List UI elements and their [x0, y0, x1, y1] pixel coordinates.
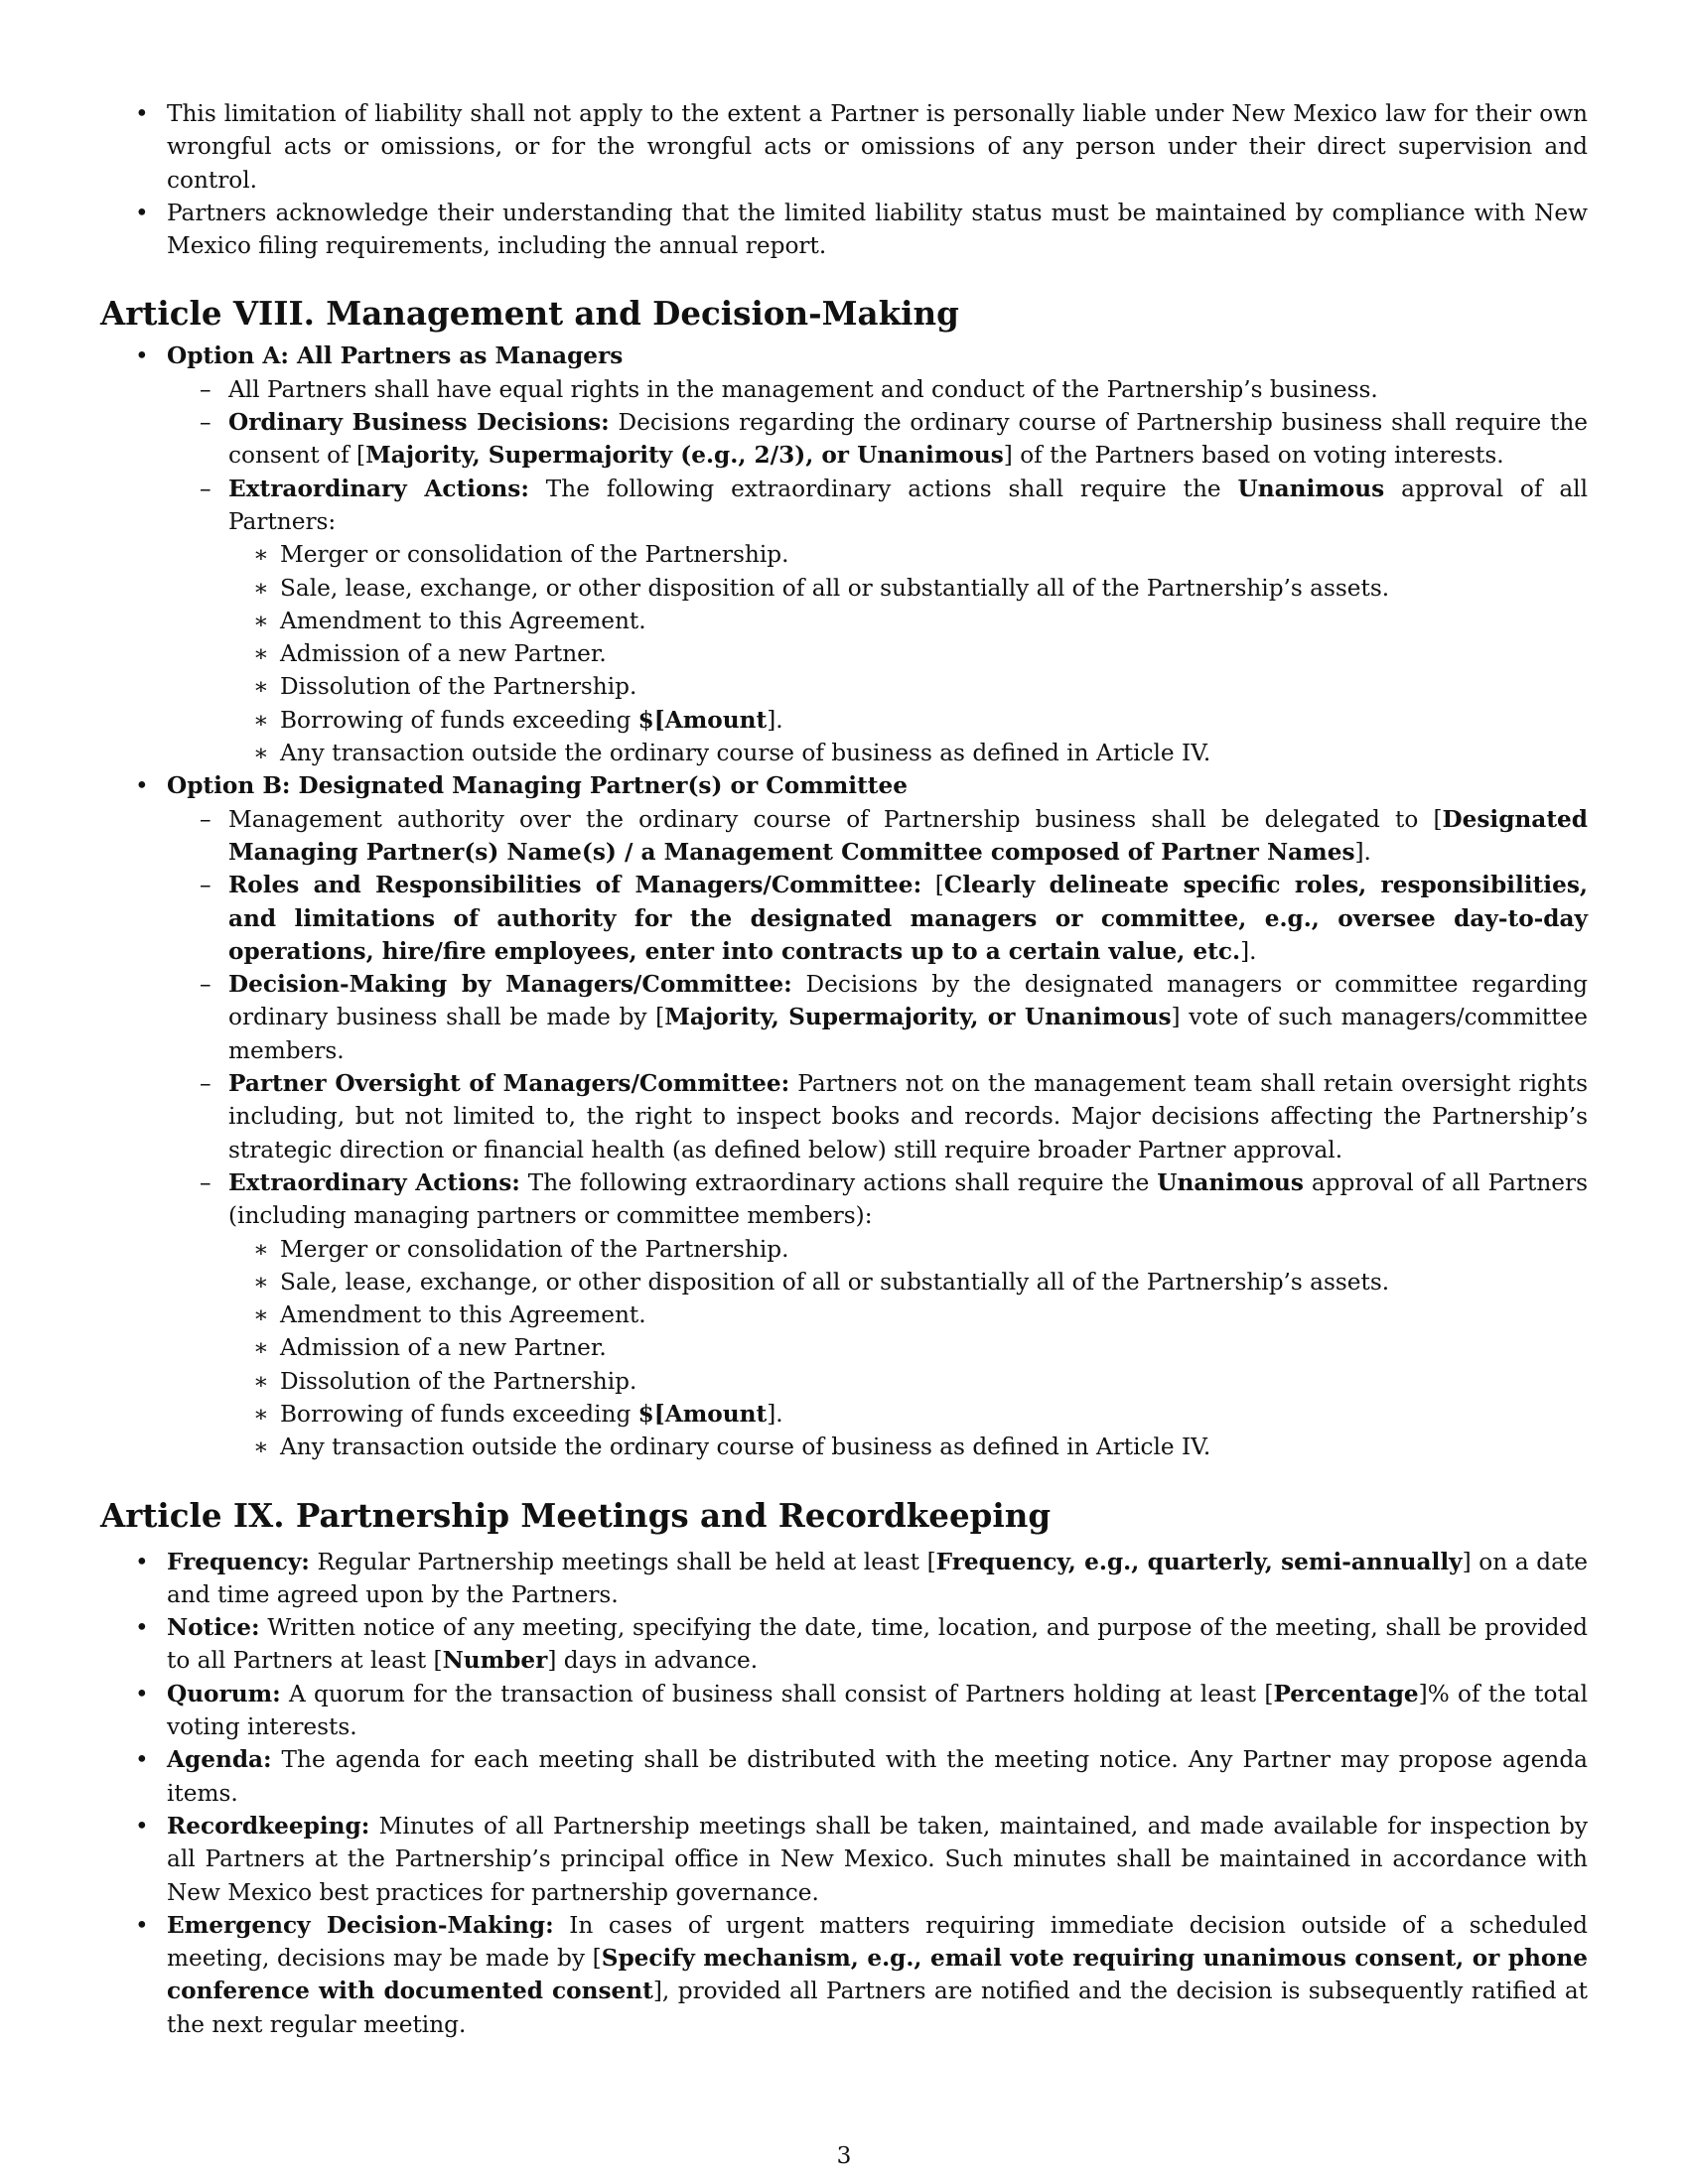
ordinary-decisions-item: – Ordinary Business Decisions: Decisions regarding the ordinary course of Partnership business shall require the consent of [Majority, Supermajority (e.g., 2/3), or Unanimous] of the Partners based on voting interests. [167, 406, 1588, 473]
recordkeeping-item: • Recordkeeping: Minutes of all Partnership meetings shall be taken, maintained, and made available for inspection by all Partners at the Partnership’s principal office in New Mexico. Such minutes shall be maintained in accordance with New Mexico best practices for partnership governance. [100, 1810, 1588, 1909]
extraordinary-actions-list [228, 538, 1588, 769]
decision-making-item: – Decision-Making by Managers/Committee: Decisions by the designated managers or committee regarding ordinary business shall be made by [Majority, Supermajority, or Unanimous] vote of such managers/committee members. [167, 968, 1588, 1067]
roles-item: – Roles and Responsibilities of Managers/Committee: [Clearly delineate specific roles, responsibilities, and limitations of authority for the designated managers or committee, e.g., oversee day-to-day operations, hire/fire employees, enter into contracts up to a certain value, etc.]. [167, 869, 1588, 968]
oversight-item: – Partner Oversight of Managers/Committee: Partners not on the management team shall retain oversight rights including, but not limited to, the right to inspect books and records. Major decisions affecting the Partnership’s strategic direction or financial health (as defined below) still require broader Partner approval. [167, 1067, 1588, 1166]
extraordinary-actions-item: – Extraordinary Actions: The following extraordinary actions shall require the Unanimous approval of all Partners: ∗ Merger or consolidation of the Partnership. ∗ Sale, lease, exchange, or other disposition of all or substantially all of the Partnership’s assets. ∗ Amendment to this Agreement. ∗ Admission of a new Partner. ∗ Dissolution of the Partnership. ∗ Borrowing of funds exceeding $[Amount]. ∗ Any transaction outside the ordinary course of business as defined in Article IV. [167, 473, 1588, 770]
list-item: ∗ Dissolution of the Partnership. [228, 670, 1588, 703]
list-item: ∗ Any transaction outside the ordinary course of business as defined in Article IV. [228, 737, 1588, 769]
list-item: – All Partners shall have equal rights in the management and conduct of the Partnership’s business. [167, 373, 1588, 406]
article-ix-heading: Article IX. Partnership Meetings and Recordkeeping [100, 1495, 1052, 1535]
option-b-heading: Option B: Designated Managing Partner(s) or Committee [167, 772, 909, 800]
liability-list [100, 97, 1588, 262]
list-item: ∗ Sale, lease, exchange, or other disposition of all or substantially all of the Partnership’s assets. [228, 1266, 1588, 1298]
extraordinary-actions-list [228, 1233, 1588, 1464]
agenda-item: • Agenda: The agenda for each meeting shall be distributed with the meeting notice. Any Partner may propose agenda items. [100, 1743, 1588, 1810]
list-item: ∗ Amendment to this Agreement. [228, 605, 1588, 637]
list-item: ∗ Merger or consolidation of the Partnership. [228, 1233, 1588, 1266]
option-b-sublist [167, 803, 1588, 1464]
list-item: ∗ Dissolution of the Partnership. [228, 1365, 1588, 1398]
list-item: • This limitation of liability shall not apply to the extent a Partner is personally liable under New Mexico law for their own wrongful acts or omissions, or for the wrongful acts or omissions of any person under their direct supervision and control. [100, 97, 1588, 197]
meetings-list [100, 1546, 1588, 2041]
list-item: ∗ Admission of a new Partner. [228, 1331, 1588, 1364]
quorum-item: • Quorum: A quorum for the transaction of business shall consist of Partners holding at least [Percentage]% of the total voting interests. [100, 1678, 1588, 1744]
page-number: 3 [836, 2142, 852, 2169]
delegation-item: – Management authority over the ordinary course of Partnership business shall be delegated to [Designated Managing Partner(s) Name(s) / a Management Committee composed of Partner Names]. [167, 803, 1588, 870]
emergency-item: • Emergency Decision-Making: In cases of urgent matters requiring immediate decision outside of a scheduled meeting, decisions may be made by [Specify mechanism, e.g., email vote requiring unanimous consent, or phone conference with documented consent], provided all Partners are notified and the decision is subsequently ratified at the next regular meeting. [100, 1909, 1588, 2041]
list-item: ∗ Any transaction outside the ordinary course of business as defined in Article IV. [228, 1431, 1588, 1463]
article-viii-heading: Article VIII. Management and Decision-Making [100, 294, 959, 334]
option-b-item [100, 769, 1588, 1463]
list-item: ∗ Amendment to this Agreement. [228, 1298, 1588, 1331]
list-item: ∗ Borrowing of funds exceeding $[Amount]. [228, 1398, 1588, 1431]
list-item: • Partners acknowledge their understanding that the limited liability status must be maintained by compliance with New Mexico filing requirements, including the annual report. [100, 197, 1588, 263]
list-item: ∗ Sale, lease, exchange, or other disposition of all or substantially all of the Partnership’s assets. [228, 572, 1588, 605]
option-a-item [100, 340, 1588, 769]
option-a-heading: Option A: All Partners as Managers [167, 342, 624, 370]
list-item: ∗ Merger or consolidation of the Partnership. [228, 538, 1588, 571]
document-page [100, 97, 1588, 2041]
frequency-item: • Frequency: Regular Partnership meetings shall be held at least [Frequency, e.g., quarterly, semi-annually] on a date and time agreed upon by the Partners. [100, 1546, 1588, 1612]
list-item: ∗ Admission of a new Partner. [228, 637, 1588, 670]
option-a-sublist [167, 373, 1588, 770]
management-options-list [100, 340, 1588, 1463]
notice-item: • Notice: Written notice of any meeting, specifying the date, time, location, and purpose of the meeting, shall be provided to all Partners at least [Number] days in advance. [100, 1611, 1588, 1678]
extraordinary-actions-item: – Extraordinary Actions: The following extraordinary actions shall require the Unanimous approval of all Partners (including managing partners or committee members): ∗ Merger or consolidation of the Partnership. ∗ Sale, lease, exchange, or other disposition of all or substantially all of the Partnership’s assets. ∗ Amendment to this Agreement. ∗ Admission of a new Partner. ∗ Dissolution of the Partnership. ∗ Borrowing of funds exceeding $[Amount]. ∗ Any transaction outside the ordinary course of business as defined in Article IV. [167, 1166, 1588, 1464]
list-item: ∗ Borrowing of funds exceeding $[Amount]. [228, 704, 1588, 737]
